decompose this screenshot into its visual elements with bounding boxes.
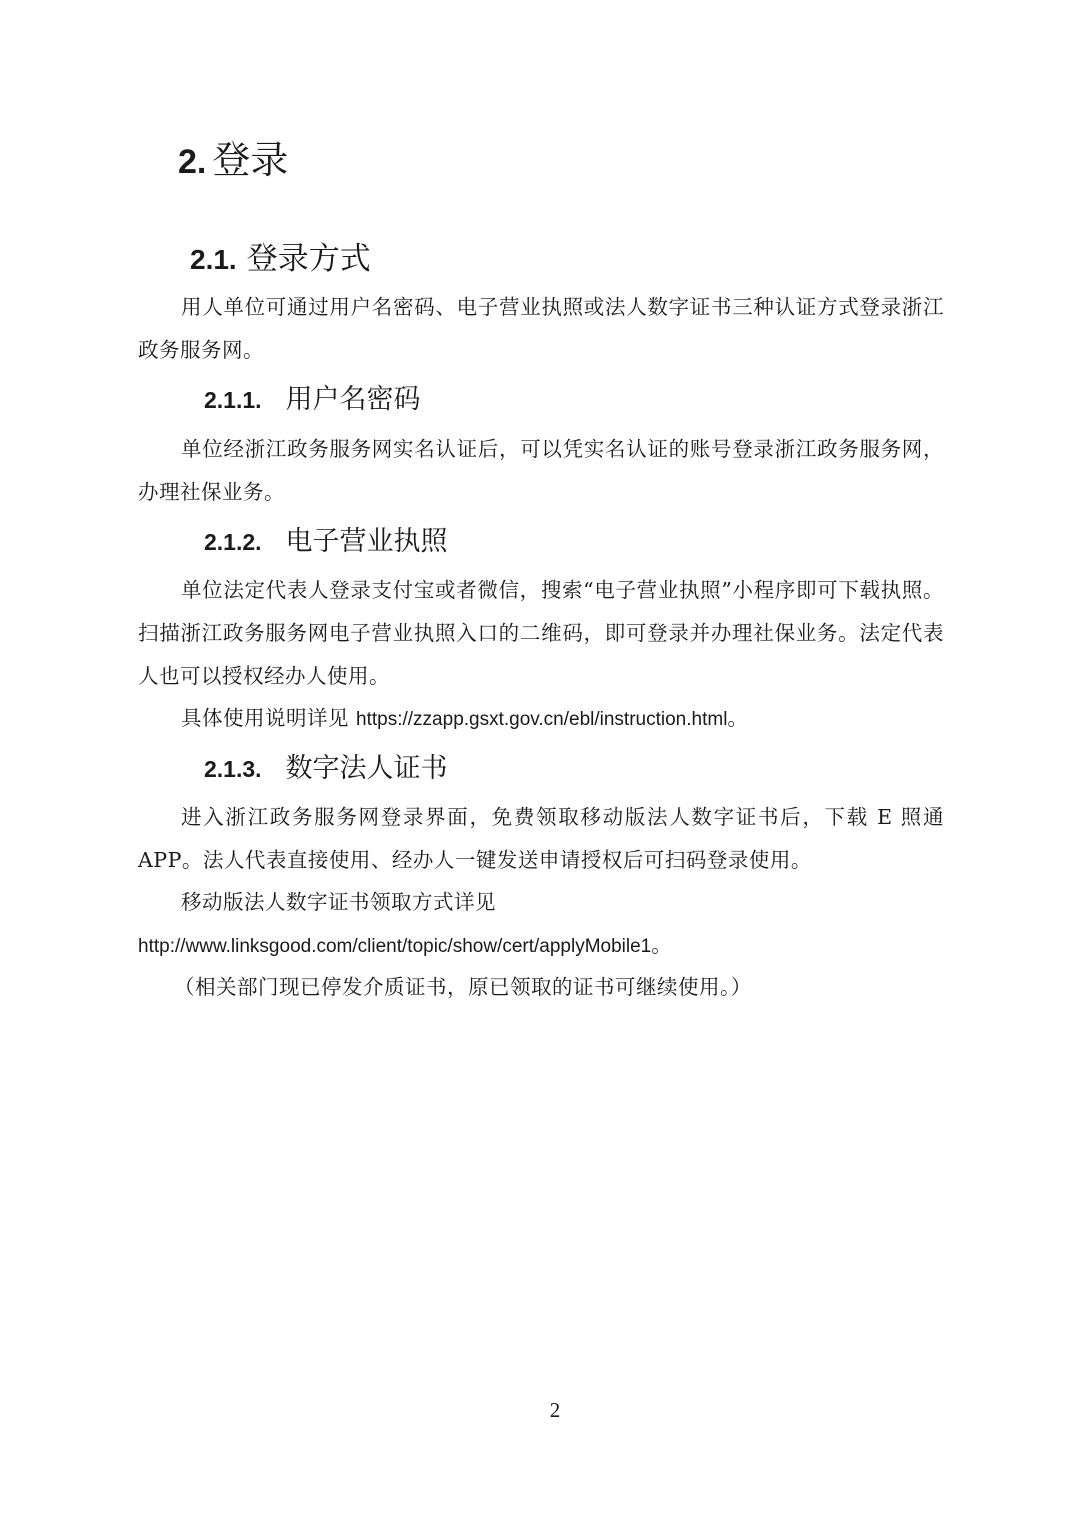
section-2-link-prefix: 具体使用说明详见 (181, 706, 357, 730)
section-2-link-line (138, 697, 944, 741)
section-3-link-suffix: 。 (651, 933, 673, 957)
section-3-paragraph: 进入浙江政务服务网登录界面，免费领取移动版法人数字证书后，下载 E 照通 APP。法人代表直接使用、经办人一键发送申请授权后可扫码登录使用。 (138, 805, 944, 872)
page-number: 2 (549, 1398, 561, 1422)
section-3-note: （相关部门现已停发介质证书，原已领取的证书可继续使用。） (174, 975, 752, 999)
section-3-title: 数字法人证书 (285, 753, 448, 784)
section-2-number: 2.1.2. (204, 529, 262, 555)
heading-2-title: 登录方式 (246, 241, 371, 277)
section-1-paragraph: 单位经浙江政务服务网实名认证后，可以凭实名认证的账号登录浙江政务服务网，办理社保业务。 (138, 437, 944, 504)
heading-section-3 (204, 749, 448, 789)
heading-1 (178, 132, 288, 190)
section-1-title: 用户名密码 (285, 384, 421, 415)
section-2-paragraph: 单位法定代表人登录支付宝或者微信，搜索“电子营业执照”小程序即可下载执照。扫描浙江政务服务网电子营业执照入口的二维码，即可登录并办理社保业务。法定代表人也可以授权经办人使用。 (138, 578, 944, 688)
heading-section-1 (204, 380, 421, 420)
section-2-link-suffix: 。 (727, 706, 749, 730)
section-3-number: 2.1.3. (204, 756, 262, 782)
heading-1-title: 登录 (212, 138, 289, 182)
section-3-link-line (138, 924, 944, 968)
intro-paragraph: 用人单位可通过用户名密码、电子营业执照或法人数字证书三种认证方式登录浙江政务服务网。 (138, 295, 944, 362)
cert-apply-link[interactable]: http://www.linksgood.com/client/topic/show/cert/applyMobile1 (138, 936, 652, 957)
section-3-link-prefix: 移动版法人数字证书领取方式详见 (181, 890, 496, 914)
heading-1-number: 2. (178, 143, 207, 181)
heading-2 (190, 236, 371, 283)
section-1-number: 2.1.1. (204, 387, 262, 413)
heading-2-number: 2.1. (190, 244, 237, 275)
section-2-title: 电子营业执照 (285, 526, 448, 557)
instruction-link[interactable]: https://zzapp.gsxt.gov.cn/ebl/instruction.html (356, 709, 728, 730)
heading-section-2 (204, 522, 448, 562)
